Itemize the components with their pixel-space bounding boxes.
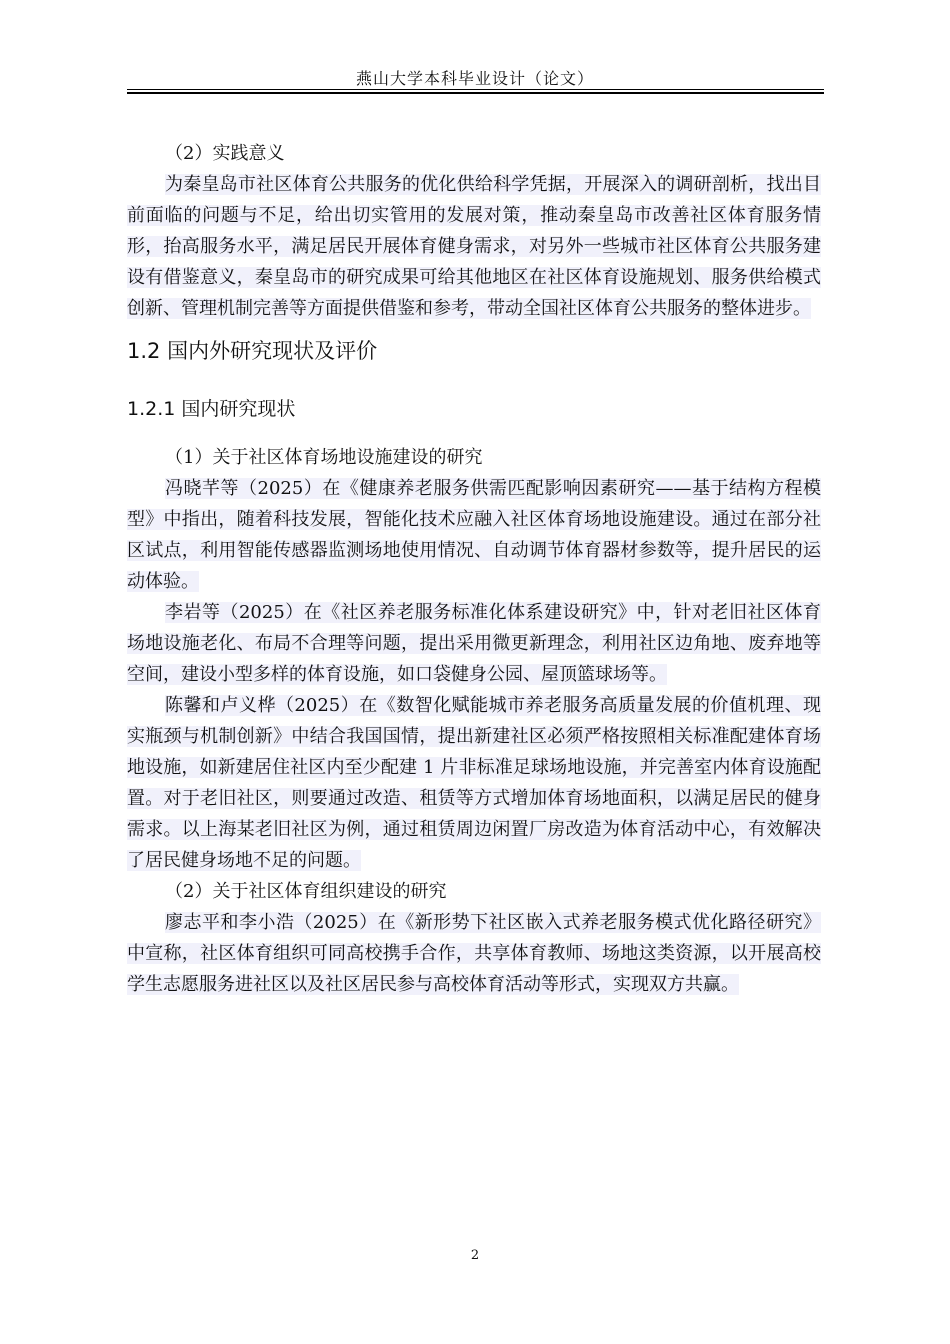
topic2-paragraph [127,907,821,1000]
highlighted-text: 廖志平和李小浩（2025）在《新形势下社区嵌入式养老服务模式优化路径研究》中宣称，社区体育组织可同高校携手合作，共享体育教师、场地这类资源，以开展高校学生志愿服务进社区以及社区居民参与高校体育活动等形式，实现双方共赢。 [127,912,821,995]
section-title: 1.2 国内外研究现状及评价 [127,339,378,363]
topic1-paragraph-1 [127,473,821,597]
topic1-paragraph-3 [127,690,821,876]
header-title: 燕山大学本科毕业设计（论文） [355,69,594,88]
header-rule-thin [127,89,824,90]
highlighted-text: 冯晓芊等（2025）在《健康养老服务供需匹配影响因素研究——基于结构方程模型》中指出，随着科技发展，智能化技术应融入社区体育场地设施建设。通过在部分社区试点，利用智能传感器监测场地使用情况、自动调节体育器材参数等，提升居民的运动体验。 [127,478,821,592]
topic1-paragraph-2 [127,597,821,690]
subsection-title: 1.2.1 国内研究现状 [127,398,296,420]
practical-significance-heading: （2）实践意义 [165,143,285,164]
topic1-heading: （1）关于社区体育场地设施建设的研究 [165,447,483,468]
page-number: 2 [470,1248,480,1263]
topic2-heading: （2）关于社区体育组织建设的研究 [165,881,447,902]
highlighted-text: 李岩等（2025）在《社区养老服务标准化体系建设研究》中，针对老旧社区体育场地设施老化、布局不合理等问题，提出采用微更新理念，利用社区边角地、废弃地等空间，建设小型多样的体育设施，如口袋健身公园、屋顶篮球场等。 [127,602,821,685]
header-rule-thick [127,92,824,94]
document-body [127,138,821,1000]
highlighted-text: 陈馨和卢义桦（2025）在《数智化赋能城市养老服务高质量发展的价值机理、现实瓶颈与机制创新》中结合我国国情，提出新建社区必须严格按照相关标准配建体育场地设施，如新建居住社区内至少配建 1 片非标准足球场地设施，并完善室内体育设施配置。对于老旧社区，则要通过改造、租赁等方式增加体育场地面积，以满足居民的健身需求。以上海某老旧社区为例，通过租赁周边闲置厂房改造为体育活动中心，有效解决了居民健身场地不足的问题。 [127,695,821,871]
highlighted-text: 为秦皇岛市社区体育公共服务的优化供给科学凭据，开展深入的调研剖析，找出目前面临的问题与不足，给出切实管用的发展对策，推动秦皇岛市改善社区体育服务情形，抬高服务水平，满足居民开展体育健身需求，对另外一些城市社区体育公共服务建设有借鉴意义，秦皇岛市的研究成果可给其他地区在社区体育设施规划、服务供给模式创新、管理机制完善等方面提供借鉴和参考，带动全国社区体育公共服务的整体进步。 [127,174,821,319]
practical-significance-paragraph [127,169,821,324]
